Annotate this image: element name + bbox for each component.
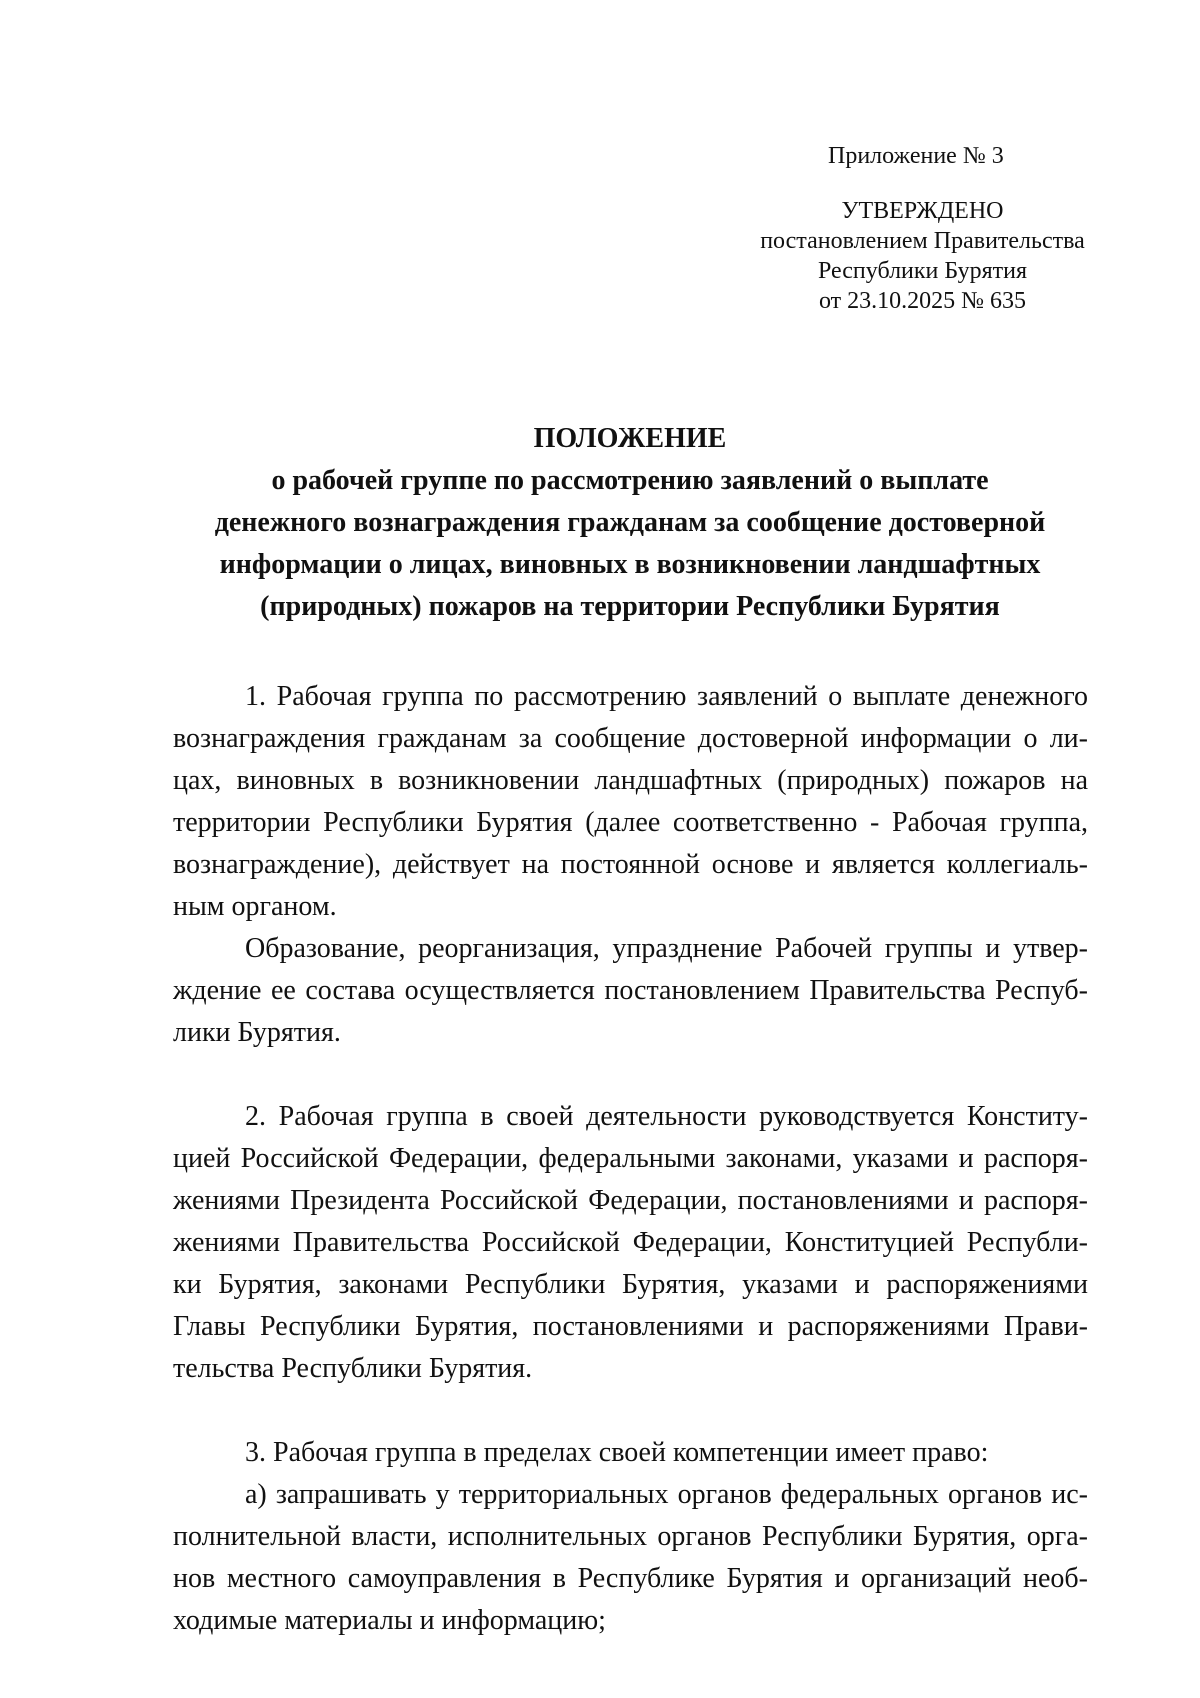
paragraph-gap bbox=[173, 1054, 1088, 1096]
paragraph-2 bbox=[173, 1096, 1088, 1390]
paragraph-1 bbox=[173, 676, 1088, 928]
title-heading: ПОЛОЖЕНИЕ bbox=[533, 423, 727, 454]
text-line: ным органом. bbox=[173, 891, 337, 922]
approval-line: от 23.10.2025 № 635 bbox=[818, 288, 1027, 314]
text-line: ходимые материалы и информацию; bbox=[173, 1605, 606, 1636]
paragraph-1-continued bbox=[173, 928, 1088, 1054]
text-line: 2. Рабочая группа в своей деятельности руководствуется Конститу- bbox=[245, 1101, 1088, 1132]
paragraph-3a bbox=[173, 1474, 1088, 1642]
text-line: Образование, реорганизация, упразднение Рабочей группы и утвер- bbox=[245, 933, 1088, 964]
text-line: 3. Рабочая группа в пределах своей компетенции имеет право: bbox=[245, 1437, 989, 1468]
paragraph-gap bbox=[173, 1390, 1088, 1432]
title-line: о рабочей группе по рассмотрению заявлений о выплате bbox=[271, 465, 989, 496]
approval-line: Республики Бурятия bbox=[818, 258, 1027, 284]
document-title bbox=[150, 418, 1110, 628]
approval-line: УТВЕРЖДЕНО bbox=[841, 198, 1004, 224]
text-line: тельства Республики Бурятия. bbox=[173, 1353, 533, 1384]
title-line: (природных) пожаров на территории Республики Бурятия bbox=[260, 591, 1000, 622]
paragraph-3 bbox=[173, 1432, 1088, 1474]
text-line: цах, виновных в возникновении ландшафтных (природных) пожаров на bbox=[173, 765, 1088, 796]
text-line: ки Бурятия, законами Республики Бурятия, указами и распоряжениями bbox=[173, 1269, 1088, 1300]
title-line: денежного вознаграждения гражданам за сообщение достоверной bbox=[214, 507, 1046, 538]
text-line: Главы Республики Бурятия, постановлениями и распоряжениями Прави- bbox=[173, 1311, 1088, 1342]
text-line: 1. Рабочая группа по рассмотрению заявлений о выплате денежного bbox=[245, 681, 1088, 712]
text-line: вознаграждения гражданам за сообщение достоверной информации о ли- bbox=[173, 723, 1088, 754]
text-line: цией Российской Федерации, федеральными законами, указами и распоря- bbox=[173, 1143, 1088, 1174]
approval-stamp bbox=[750, 196, 1095, 316]
annex-label: Приложение № 3 bbox=[828, 143, 1004, 169]
text-line: нов местного самоуправления в Республике Бурятия и организаций необ- bbox=[173, 1563, 1088, 1594]
document-body bbox=[173, 676, 1088, 1642]
text-line: территории Республики Бурятия (далее соответственно - Рабочая группа, bbox=[173, 807, 1088, 838]
text-line: а) запрашивать у территориальных органов федеральных органов ис- bbox=[245, 1479, 1088, 1510]
title-line: информации о лицах, виновных в возникновении ландшафтных bbox=[219, 549, 1041, 580]
approval-line: постановлением Правительства bbox=[760, 228, 1085, 254]
text-line: лики Бурятия. bbox=[173, 1017, 341, 1048]
text-line: ждение ее состава осуществляется постановлением Правительства Респуб- bbox=[173, 975, 1088, 1006]
text-line: жениями Правительства Российской Федерации, Конституцией Республи- bbox=[173, 1227, 1088, 1258]
text-line: жениями Президента Российской Федерации, постановлениями и распоря- bbox=[173, 1185, 1088, 1216]
text-line: полнительной власти, исполнительных органов Республики Бурятия, орга- bbox=[173, 1521, 1088, 1552]
text-line: вознаграждение), действует на постоянной основе и является коллегиаль- bbox=[173, 849, 1088, 880]
